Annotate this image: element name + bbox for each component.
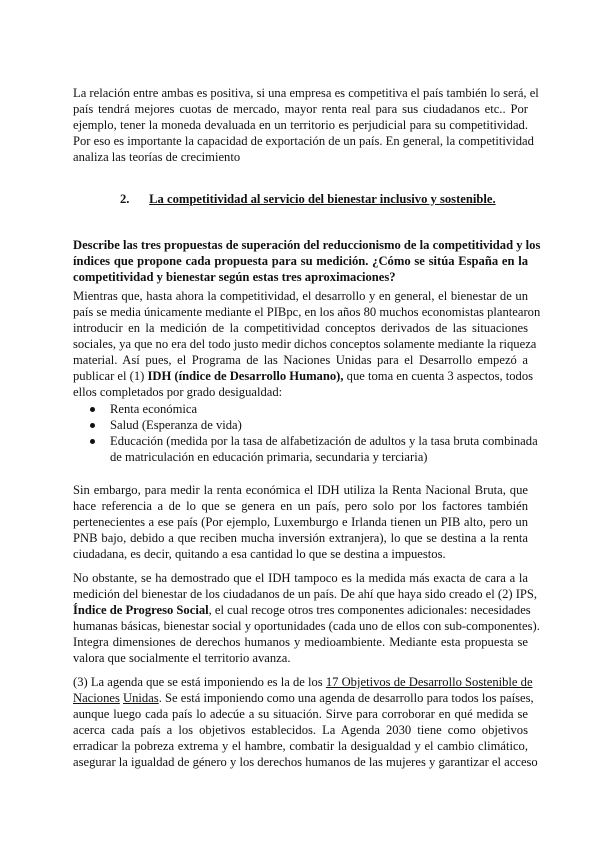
bullet-text: Salud (Esperanza de vida) xyxy=(110,418,242,432)
text-segment: que toma en cuenta 3 aspectos, todos xyxy=(343,369,534,383)
text-segment: , el cual recoge otros tres componentes adicionales: necesidades xyxy=(208,603,531,617)
text-segment: La relación entre ambas es positiva, si una empresa es competitiva el país también lo será, el xyxy=(73,86,539,100)
bullet-text: Educación (medida por la tasa de alfabetización de adultos y la tasa bruta combinada xyxy=(110,434,538,448)
text-line xyxy=(73,674,533,690)
text-segment: país se media únicamente mediante el PIBpc, en los años 80 muchos economistas plantearon xyxy=(73,305,541,319)
text-line xyxy=(73,117,528,133)
text-line xyxy=(73,237,541,253)
text-line xyxy=(73,320,528,336)
bullet-dot-icon xyxy=(90,407,95,412)
underlined-text: 17 Objetivos de Desarrollo Sostenible de xyxy=(325,675,533,689)
text-line xyxy=(73,650,528,666)
text-segment: Integra dimensiones de derechos humanos y medioambiente. Mediante esta propuesta se xyxy=(73,635,528,649)
bold-text: IDH (índice de Desarrollo Humano), xyxy=(147,369,344,383)
text-segment: acerca cada país a los objetivos establecidos. La Agenda 2030 tiene como objetivos xyxy=(73,723,528,737)
text-line xyxy=(73,586,538,602)
paragraph-rnb xyxy=(73,482,528,562)
text-line xyxy=(73,85,539,101)
text-line xyxy=(73,754,538,770)
bullet-text: Renta económica xyxy=(110,402,198,416)
text-segment: erradicar la pobreza extrema y el hambre, combatir la desigualdad y el cambio climático, xyxy=(73,739,528,753)
section-number: 2. xyxy=(120,192,130,206)
text-line xyxy=(73,514,528,530)
text-segment: (3) La agenda que se está imponiendo es la de los xyxy=(73,675,326,689)
paragraph-idh xyxy=(73,288,541,400)
text-line xyxy=(73,634,528,650)
text-segment: valora que socialmente el territorio avanza. xyxy=(73,651,291,665)
text-line xyxy=(73,722,528,738)
text-line xyxy=(73,149,528,165)
text-segment: Sin embargo, para medir la renta económica el IDH utiliza la Renta Nacional Bruta, que xyxy=(73,483,528,497)
text-segment: ellos completados por grado desigualdad: xyxy=(73,385,283,399)
text-segment: sociales, ya que no era del todo justo medir dichos conceptos solamente mediante la riqueza xyxy=(73,337,537,351)
text-line xyxy=(73,101,528,117)
text-line xyxy=(73,482,528,498)
text-segment: No obstante, se ha demostrado que el IDH tampoco es la medida más exacta de cara a la xyxy=(73,571,528,585)
text-line xyxy=(73,384,528,400)
bullet-item xyxy=(88,417,528,433)
paragraph-ods xyxy=(73,674,538,770)
bold-text: Índice de Progreso Social xyxy=(73,603,209,617)
text-line xyxy=(73,253,528,269)
text-line xyxy=(73,352,528,368)
section-heading xyxy=(120,191,496,207)
text-line xyxy=(73,690,534,706)
text-segment: ciudadana, es decir, quitando a esa cantidad lo que se destina a impuestos. xyxy=(73,547,446,561)
paragraph-intro xyxy=(73,85,539,165)
text-segment: PNB bajo, debido a que reciben mucha inversión extranjera), lo que se destina a la renta xyxy=(73,531,528,545)
text-line xyxy=(73,498,528,514)
text-line xyxy=(73,269,528,285)
text-segment: ejemplo, tener la moneda devaluada en un territorio es perjudicial para su competitividad. xyxy=(73,118,528,132)
bullet-dot-icon xyxy=(90,423,95,428)
text-line xyxy=(73,368,534,384)
bold-text: índices que propone cada propuesta para su medición. ¿Cómo se sitúa España en la xyxy=(73,254,528,268)
paragraph-ips xyxy=(73,570,540,666)
text-line xyxy=(73,618,540,634)
text-line xyxy=(73,530,528,546)
bullet-item xyxy=(88,433,538,465)
text-segment: analiza las teorías de crecimiento xyxy=(73,150,241,164)
question-prompt xyxy=(73,237,541,285)
text-segment: publicar el (1) xyxy=(73,369,148,383)
text-line xyxy=(73,602,531,618)
text-segment: hace referencia a de lo que se genera en un país, pero solo por los factores también xyxy=(73,499,528,513)
text-line xyxy=(73,546,528,562)
text-segment: asegurar la igualdad de género y los derechos humanos de las mujeres y garantizar el acceso xyxy=(73,755,538,769)
bullet-list xyxy=(88,401,538,465)
text-segment: introducir en la medición de la competitividad conceptos derivados de las situaciones xyxy=(73,321,528,335)
bold-text: Describe las tres propuestas de superación del reduccionismo de la competitividad y los xyxy=(73,238,541,252)
text-line xyxy=(73,706,528,722)
text-segment: Por eso es importante la capacidad de exportación de un país. En general, la competitividad xyxy=(73,134,534,148)
text-segment: Mientras que, hasta ahora la competitividad, el desarrollo y en general, el bienestar de un xyxy=(73,289,528,303)
text-segment: humanas básicas, bienestar social y oportunidades (cada uno de ellos con sub-componentes). xyxy=(73,619,540,633)
text-segment: aunque luego cada país lo adecúe a su situación. Sirve para corroborar en qué medida se xyxy=(73,707,528,721)
text-segment: medición del bienestar de los ciudadanos de un país. De ahí que haya sido creado el (2) IPS, xyxy=(73,587,538,601)
underlined-text: Naciones xyxy=(73,691,120,705)
bullet-dot-icon xyxy=(90,439,95,444)
underlined-text: Unidas xyxy=(123,691,159,705)
text-line xyxy=(73,738,528,754)
text-line xyxy=(73,570,528,586)
text-segment: país tendrá mejores cuotas de mercado, mayor renta real para sus ciudadanos etc.. Por xyxy=(73,102,528,116)
bullet-text: de matriculación en educación primaria, secundaria y terciaria) xyxy=(110,450,428,464)
text-segment: material. Así pues, el Programa de las Naciones Unidas para el Desarrollo empezó a xyxy=(73,353,528,367)
text-line xyxy=(73,288,528,304)
text-segment: pertenecientes a ese país (Por ejemplo, Luxemburgo e Irlanda tienen un PIB alto, pero un xyxy=(73,515,528,529)
bold-text: competitividad y bienestar según estas tres aproximaciones? xyxy=(73,270,396,284)
bullet-item xyxy=(88,401,528,417)
text-line xyxy=(73,304,541,320)
text-line xyxy=(73,336,537,352)
text-line xyxy=(73,133,534,149)
text-segment: . Se está imponiendo como una agenda de desarrollo para todos los países, xyxy=(158,691,534,705)
section-title: La competitividad al servicio del bienestar inclusivo y sostenible. xyxy=(149,192,496,206)
